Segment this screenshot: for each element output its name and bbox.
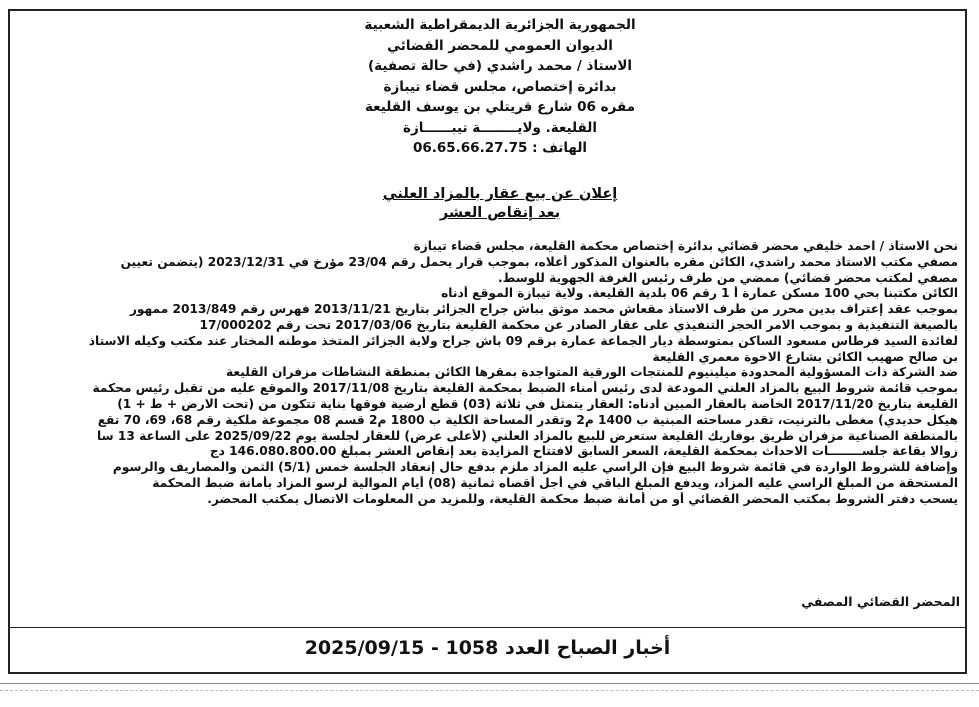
page-rule (0, 683, 979, 684)
body-line: الكائن مكتبنا بحي 100 مسكن عمارة أ 1 رقم 06 بلدية القليعة. ولاية تيبازة الموقع أدناه (441, 286, 958, 301)
body-line: بالصيغة التنفيذية و بموجب الامر الحجز التنفيذي على عقار الصادر عن محكمة القليعة بتاريخ 2017/03/06 تحت رقم 17/000202 (199, 317, 958, 332)
issuer-header (310, 15, 690, 159)
announcement-body (18, 239, 958, 508)
city-line: القليعة. ولايــــــــة تيبــــــازة (403, 119, 597, 136)
body-line: بالمنطقة الصناعية مزفران طريق بوفاريك القليعة ستعرض للبيع بالمزاد العلني (لأعلى عرض) للعقار لجلسة يوم 2025/09/22 على الساعة 13 سا (97, 428, 958, 443)
body-line: لفائدة السيد فرطاس مسعود الساكن بمتوسطة ديار الجماعة عمارة برقم 09 باش جراح ولاية الجزائر المتخذ موطنه المختار عند مكتب وكيله الاستاذ (88, 333, 958, 348)
republic-line: الجمهورية الجزائرية الديمقراطية الشعبية (364, 17, 636, 33)
phone-line: الهاتف : 06.65.66.27.75 (412, 140, 588, 156)
office-line: الديوان العمومي للمحضر القضائي (387, 37, 613, 54)
body-line: يسحب دفتر الشروط بمكتب المحضر القضائي أو من أمانة ضبط محكمة القليعة، وللمزيد من المعلومات الاتصال بمكتب المحضر. (207, 491, 958, 506)
publication-footer: أخبار الصباح العدد 1058 - 2025/09/15 (304, 637, 671, 659)
jurisdiction-line: بدائرة إختصاص، مجلس قضاء تيبازة (383, 78, 617, 95)
body-line: مصفي مكتب الاستاذ محمد راشدي، الكائن مقره بالعنوان المذكور أعلاه، بموجب قرار يحمل رقم 23/04 مؤرخ في 2023/12/31 (يتضمن تعيين (120, 254, 958, 269)
body-line: بموجب عقد إعتراف بدين محرر من طرف الاستاذ مقعاش محمد موثق بباش جراح الجزائر بتاريخ 2013/11/21 فهرس رقم 2013/849 ممهور (129, 302, 958, 317)
body-line: بموجب قائمة شروط البيع بالمزاد العلني المودعة لدى رئيس أمناء الضبط بمحكمة القليعة بتاريخ 2017/11/08 والموقع عليه من تقبل رئيس محكمة (92, 381, 958, 396)
page-rule-dashed (0, 690, 979, 691)
body-line: ضد الشركة ذات المسؤولية المحدودة ميلينيوم للمنتجات الورقية المتواجدة بمقرها الكائن بمنطقة النشاطات مزفران القليعة (225, 365, 958, 380)
body-line: نحن الاستاذ / احمد خليفي محضر قضائي بدائرة إختصاص محكمة القليعة، مجلس قضاء تيبازة (413, 239, 958, 253)
body-line: القليعة بتاريخ 2017/11/20 الخاصة بالعقار المبين أدناه: العقار يتمثل في ثلاثة (03) قطع أرضية فوقها بناية تتكون من (تحت الارض + ط + 1) (117, 396, 958, 411)
body-line: هيكل حديدي) مغطى بالترنيت، تقدر مساحته المبنية ب 1400 م2 وتقدر المساحة الكلية ب 1800 م2 قسم 08 مجموعة ملكية رقم 68، 69، 70 تقع (97, 412, 958, 427)
title-sub: بعد إنقاص العشر (439, 205, 561, 221)
bailiff-name: الاستاذ / محمد راشدي (في حالة تصفية) (367, 58, 633, 74)
title-main: إعلان عن بيع عقار بالمزاد العلني (382, 186, 618, 202)
announcement-frame (8, 9, 967, 674)
signature: المحضر القضائي المصفي (801, 594, 960, 609)
body-line: المستحقة من المبلغ الراسي عليه المزاد، ويدفع المبلغ الباقي في أجل أقصاه ثمانية (08) أيام الموالية لرسو المزاد بأمانة ضبط المحكمة (152, 475, 958, 490)
body-line: وإضافة للشروط الواردة في قائمة شروط البيع فإن الراسي عليه المزاد ملزم بدفع حال إنعقاد الجلسة خمس (5/1) الثمن والمصاريف والرسوم (112, 460, 958, 475)
footer-divider (10, 627, 965, 628)
body-line: بن صالح صهيب الكائن بشارع الاخوة معمري القليعة (652, 349, 958, 364)
announcement-title (290, 185, 710, 223)
address-line: مقره 06 شارع قريتلي بن يوسف القليعة (364, 99, 636, 115)
body-line: مصفي لمكتب محضر قضائي) ممضي من طرف رئيس الغرفة الجهوية للوسط. (498, 270, 958, 285)
body-line: زوالا بقاعة جلســــــــات الاحداث بمحكمة القليعة، السعر السابق لافتتاح المزايدة بعد إنقاص العشر بمبلغ 146.080.800.00 دج (209, 444, 958, 459)
